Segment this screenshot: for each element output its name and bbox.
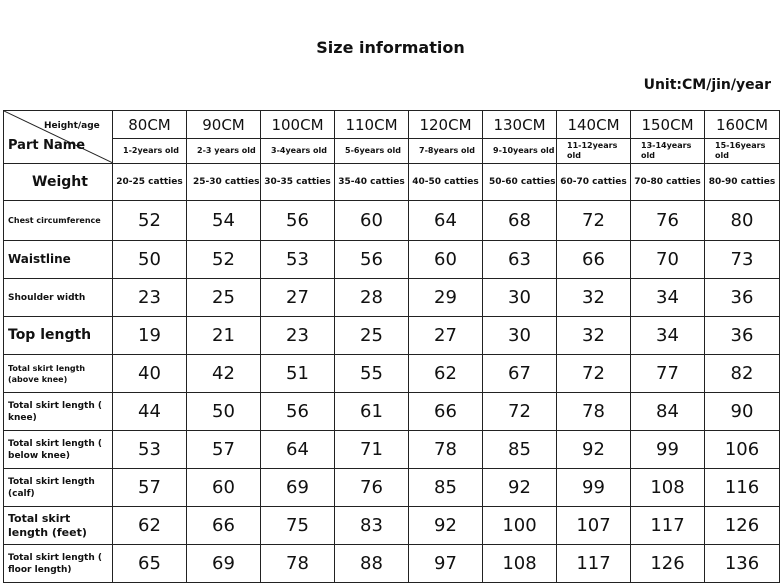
measurement-row bbox=[4, 201, 780, 241]
size-cell: 100CM bbox=[261, 111, 335, 139]
measurement-label: Total skirt length (calf) bbox=[4, 469, 113, 507]
measurement-value: 52 bbox=[113, 201, 187, 241]
measurement-value: 36 bbox=[705, 279, 780, 317]
age-cell: 5-6years old bbox=[335, 139, 409, 164]
measurement-value: 40 bbox=[113, 355, 187, 393]
measurement-value: 126 bbox=[705, 507, 780, 545]
age-cell: 2-3 years old bbox=[187, 139, 261, 164]
measurement-value: 51 bbox=[261, 355, 335, 393]
unit-label: Unit:CM/jin/year bbox=[643, 77, 771, 93]
measurement-value: 85 bbox=[409, 469, 483, 507]
measurement-label: Total skirt length ( floor length) bbox=[4, 545, 113, 583]
measurement-value: 90 bbox=[705, 393, 780, 431]
measurement-row bbox=[4, 355, 780, 393]
measurement-value: 60 bbox=[409, 241, 483, 279]
measurement-value: 64 bbox=[261, 431, 335, 469]
measurement-value: 60 bbox=[187, 469, 261, 507]
measurement-value: 65 bbox=[113, 545, 187, 583]
measurement-value: 67 bbox=[483, 355, 557, 393]
measurement-value: 23 bbox=[261, 317, 335, 355]
measurement-value: 25 bbox=[187, 279, 261, 317]
measurement-value: 70 bbox=[631, 241, 705, 279]
measurement-value: 73 bbox=[705, 241, 780, 279]
measurement-value: 99 bbox=[557, 469, 631, 507]
measurement-label: Total skirt length (feet) bbox=[4, 507, 113, 545]
measurement-value: 27 bbox=[261, 279, 335, 317]
measurement-value: 69 bbox=[261, 469, 335, 507]
measurement-value: 76 bbox=[631, 201, 705, 241]
measurement-value: 68 bbox=[483, 201, 557, 241]
measurement-label: Chest circumference bbox=[4, 201, 113, 241]
measurement-value: 34 bbox=[631, 279, 705, 317]
measurement-value: 82 bbox=[705, 355, 780, 393]
measurement-value: 136 bbox=[705, 545, 780, 583]
measurement-value: 28 bbox=[335, 279, 409, 317]
measurement-value: 78 bbox=[557, 393, 631, 431]
measurement-value: 62 bbox=[113, 507, 187, 545]
corner-header-cell bbox=[4, 111, 113, 164]
measurement-value: 116 bbox=[705, 469, 780, 507]
measurement-value: 71 bbox=[335, 431, 409, 469]
measurement-value: 75 bbox=[261, 507, 335, 545]
measurement-value: 83 bbox=[335, 507, 409, 545]
weight-cell: 60-70 catties bbox=[557, 164, 631, 201]
measurement-value: 76 bbox=[335, 469, 409, 507]
measurement-value: 66 bbox=[187, 507, 261, 545]
measurement-value: 36 bbox=[705, 317, 780, 355]
measurement-value: 61 bbox=[335, 393, 409, 431]
measurement-value: 63 bbox=[483, 241, 557, 279]
age-row bbox=[4, 139, 780, 164]
measurement-value: 19 bbox=[113, 317, 187, 355]
measurement-value: 57 bbox=[113, 469, 187, 507]
measurement-value: 100 bbox=[483, 507, 557, 545]
measurement-value: 106 bbox=[705, 431, 780, 469]
measurement-value: 34 bbox=[631, 317, 705, 355]
weight-cell: 50-60 catties bbox=[483, 164, 557, 201]
measurement-value: 92 bbox=[483, 469, 557, 507]
measurement-value: 69 bbox=[187, 545, 261, 583]
measurement-value: 30 bbox=[483, 317, 557, 355]
measurement-row bbox=[4, 507, 780, 545]
size-cell: 150CM bbox=[631, 111, 705, 139]
size-cell: 130CM bbox=[483, 111, 557, 139]
measurement-value: 85 bbox=[483, 431, 557, 469]
measurement-value: 108 bbox=[631, 469, 705, 507]
size-cell: 160CM bbox=[705, 111, 780, 139]
page-title: Size information bbox=[316, 38, 465, 57]
age-cell: 15-16years old bbox=[705, 139, 780, 164]
measurement-value: 88 bbox=[335, 545, 409, 583]
measurement-value: 30 bbox=[483, 279, 557, 317]
measurement-row bbox=[4, 545, 780, 583]
measurement-value: 117 bbox=[557, 545, 631, 583]
weight-cell: 80-90 catties bbox=[705, 164, 780, 201]
measurement-value: 84 bbox=[631, 393, 705, 431]
measurement-value: 50 bbox=[113, 241, 187, 279]
measurement-value: 53 bbox=[113, 431, 187, 469]
measurement-value: 62 bbox=[409, 355, 483, 393]
weight-cell: 40-50 catties bbox=[409, 164, 483, 201]
measurement-value: 78 bbox=[261, 545, 335, 583]
age-cell: 1-2years old bbox=[113, 139, 187, 164]
measurement-value: 64 bbox=[409, 201, 483, 241]
measurement-label: Total skirt length (above knee) bbox=[4, 355, 113, 393]
size-header-row bbox=[4, 111, 780, 139]
size-cell: 90CM bbox=[187, 111, 261, 139]
measurement-value: 99 bbox=[631, 431, 705, 469]
measurement-value: 56 bbox=[261, 201, 335, 241]
age-cell: 7-8years old bbox=[409, 139, 483, 164]
measurement-value: 32 bbox=[557, 317, 631, 355]
measurement-value: 117 bbox=[631, 507, 705, 545]
measurement-row bbox=[4, 431, 780, 469]
measurement-value: 77 bbox=[631, 355, 705, 393]
size-cell: 140CM bbox=[557, 111, 631, 139]
weight-label: Weight bbox=[4, 164, 113, 201]
weight-cell: 70-80 catties bbox=[631, 164, 705, 201]
measurement-value: 23 bbox=[113, 279, 187, 317]
measurement-row bbox=[4, 241, 780, 279]
measurement-value: 107 bbox=[557, 507, 631, 545]
size-table bbox=[3, 110, 780, 583]
measurement-row bbox=[4, 393, 780, 431]
measurement-value: 126 bbox=[631, 545, 705, 583]
weight-row bbox=[4, 164, 780, 201]
weight-cell: 20-25 catties bbox=[113, 164, 187, 201]
measurement-value: 57 bbox=[187, 431, 261, 469]
height-age-label: Height/age bbox=[44, 121, 100, 131]
measurement-value: 72 bbox=[483, 393, 557, 431]
size-cell: 110CM bbox=[335, 111, 409, 139]
diagonal-divider bbox=[4, 111, 113, 163]
measurement-label: Shoulder width bbox=[4, 279, 113, 317]
measurement-value: 53 bbox=[261, 241, 335, 279]
measurement-label: Top length bbox=[4, 317, 113, 355]
size-table-body bbox=[4, 111, 780, 583]
measurement-value: 52 bbox=[187, 241, 261, 279]
measurement-value: 55 bbox=[335, 355, 409, 393]
measurement-value: 42 bbox=[187, 355, 261, 393]
measurement-value: 72 bbox=[557, 201, 631, 241]
weight-cell: 35-40 catties bbox=[335, 164, 409, 201]
age-cell: 13-14years old bbox=[631, 139, 705, 164]
measurement-value: 29 bbox=[409, 279, 483, 317]
measurement-value: 78 bbox=[409, 431, 483, 469]
weight-cell: 25-30 catties bbox=[187, 164, 261, 201]
measurement-value: 66 bbox=[409, 393, 483, 431]
measurement-row bbox=[4, 317, 780, 355]
measurement-value: 72 bbox=[557, 355, 631, 393]
measurement-value: 92 bbox=[409, 507, 483, 545]
measurement-value: 66 bbox=[557, 241, 631, 279]
measurement-value: 25 bbox=[335, 317, 409, 355]
measurement-value: 56 bbox=[335, 241, 409, 279]
measurement-value: 108 bbox=[483, 545, 557, 583]
weight-cell: 30-35 catties bbox=[261, 164, 335, 201]
part-name-label: Part Name bbox=[8, 138, 86, 153]
measurement-row bbox=[4, 469, 780, 507]
measurement-value: 92 bbox=[557, 431, 631, 469]
measurement-label: Total skirt length ( below knee) bbox=[4, 431, 113, 469]
measurement-label: Total skirt length ( knee) bbox=[4, 393, 113, 431]
measurement-row bbox=[4, 279, 780, 317]
age-cell: 3-4years old bbox=[261, 139, 335, 164]
measurement-value: 50 bbox=[187, 393, 261, 431]
size-cell: 120CM bbox=[409, 111, 483, 139]
measurement-value: 80 bbox=[705, 201, 780, 241]
measurement-value: 60 bbox=[335, 201, 409, 241]
age-cell: 11-12years old bbox=[557, 139, 631, 164]
measurement-label: Waistline bbox=[4, 241, 113, 279]
measurement-value: 32 bbox=[557, 279, 631, 317]
measurement-value: 97 bbox=[409, 545, 483, 583]
size-cell: 80CM bbox=[113, 111, 187, 139]
measurement-value: 21 bbox=[187, 317, 261, 355]
measurement-value: 56 bbox=[261, 393, 335, 431]
measurement-value: 27 bbox=[409, 317, 483, 355]
age-cell: 9-10years old bbox=[483, 139, 557, 164]
measurement-value: 54 bbox=[187, 201, 261, 241]
measurement-value: 44 bbox=[113, 393, 187, 431]
